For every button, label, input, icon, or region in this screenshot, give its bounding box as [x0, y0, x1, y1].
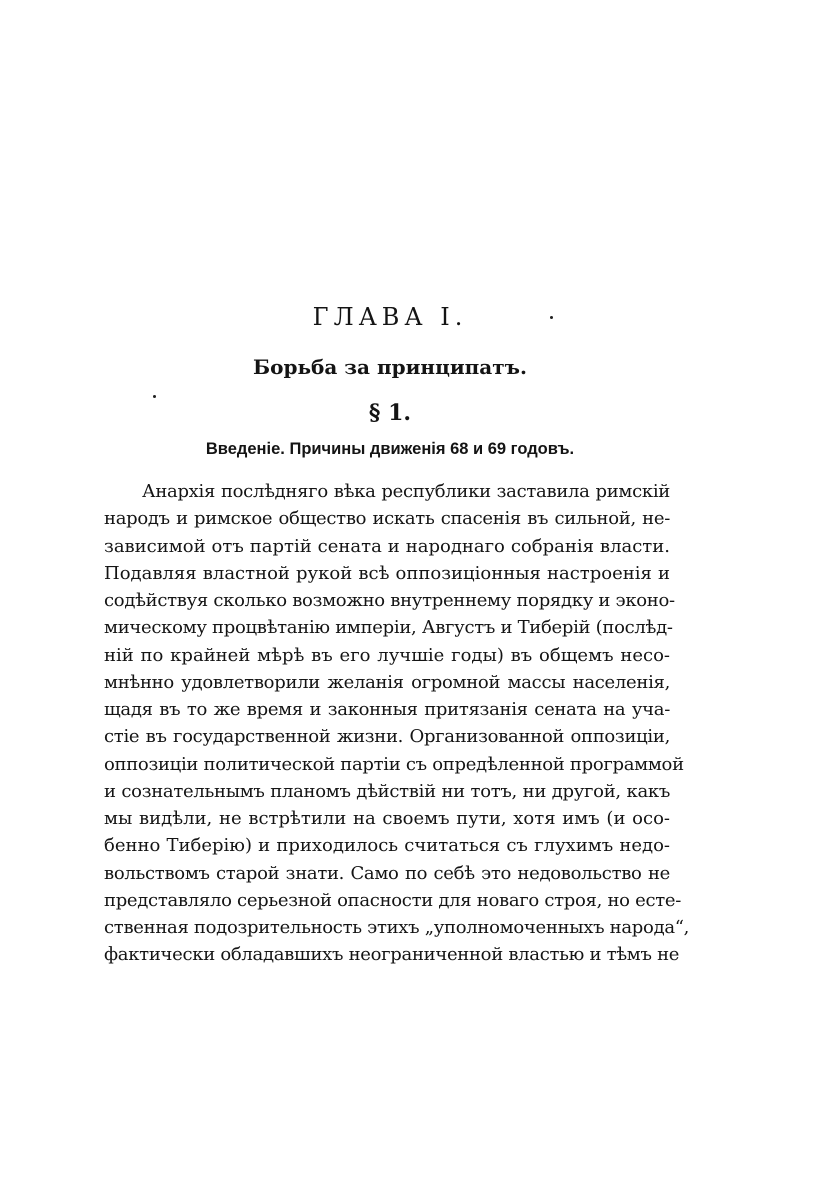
- scan-speck: [550, 316, 553, 319]
- text-line: фактически обладавшихъ неограниченной властью и тѣмъ не: [104, 944, 680, 966]
- text-line: народъ и римское общество искать спасенія въ сильной, не-: [104, 508, 670, 530]
- text-line: щадя въ то же время и законныя притязанія сената на уча-: [104, 699, 670, 720]
- section-heading: Введеніе. Причины движенія 68 и 69 годовъ.: [205, 440, 575, 458]
- text-line: оппозиціи политической партіи съ опредѣленной программой: [104, 753, 684, 775]
- text-line: вольствомъ старой знати. Само по себѣ это недовольство не: [104, 862, 670, 884]
- text-line: и сознательнымъ планомъ дѣйствій ни тотъ, ни другой, какъ: [104, 780, 670, 802]
- text-line: стіе въ государственной жизни. Организованной оппозиціи,: [104, 726, 670, 748]
- text-line: зависимой отъ партій сената и народнаго собранія власти.: [104, 535, 670, 557]
- text-line: ственная подозрительность этихъ „уполномоченныхъ народа“,: [104, 917, 690, 938]
- text-line: Анархія послѣдняго вѣка республики заставила римскій: [142, 481, 670, 502]
- text-line: ній по крайней мѣрѣ въ его лучшіе годы) въ общемъ несо-: [104, 644, 670, 666]
- text-line: бенно Тиберію) и приходилось считаться съ глухимъ недо-: [104, 835, 670, 857]
- text-line: мическому процвѣтанію имперіи, Августъ и Тиберій (послѣд-: [104, 617, 673, 639]
- chapter-subtitle: Борьба за принципатъ.: [253, 355, 527, 379]
- text-line: Подавляя властной рукой всѣ оппозиціонныя настроенія и: [104, 562, 670, 584]
- text-line: мы видѣли, не встрѣтили на своемъ пути, хотя имъ (и осо-: [104, 808, 670, 829]
- text-line: мнѣнно удовлетворили желанія огромной массы населенія,: [104, 671, 670, 693]
- chapter-title: ГЛАВА I.: [312, 303, 468, 331]
- body-paragraph: [104, 478, 690, 969]
- scan-speck: [153, 395, 156, 398]
- section-number: § 1.: [368, 400, 412, 426]
- text-line: представляло серьезной опасности для новаго строя, но есте-: [104, 889, 682, 911]
- text-line: содѣйствуя сколько возможно внутреннему порядку и эконо-: [104, 590, 675, 611]
